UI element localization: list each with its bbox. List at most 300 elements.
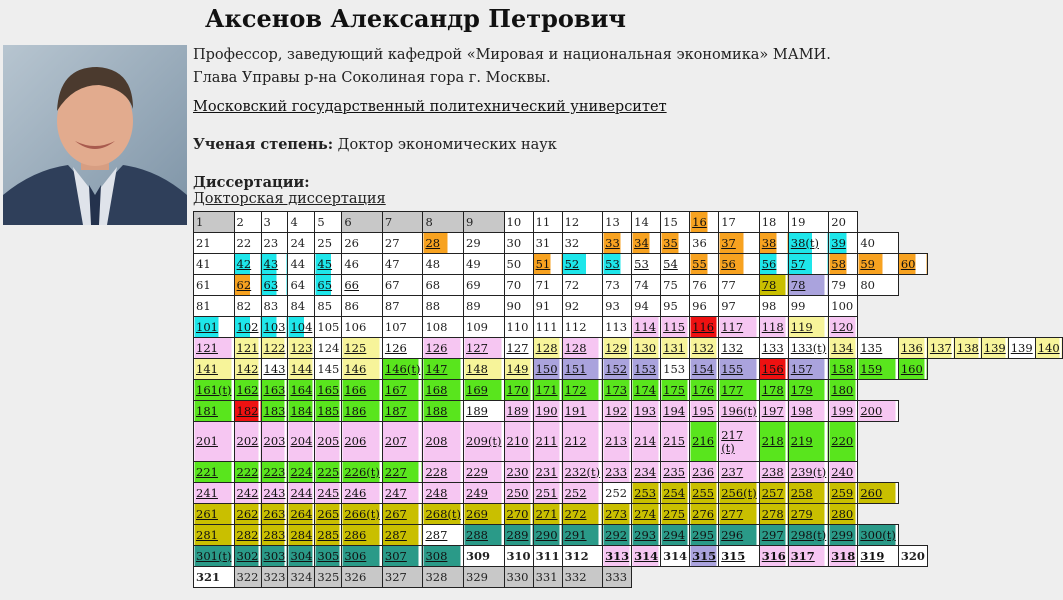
- grid-cell: 110: [504, 317, 533, 338]
- grid-cell[interactable]: 283: [261, 525, 288, 546]
- grid-cell[interactable]: 298(t): [788, 525, 829, 546]
- grid-cell[interactable]: 78: [759, 275, 788, 296]
- grid-cell[interactable]: 163: [261, 380, 288, 401]
- grid-cell[interactable]: 181: [194, 401, 235, 422]
- grid-cell[interactable]: 260: [858, 483, 899, 504]
- grid-cell[interactable]: 39: [829, 233, 858, 254]
- grid-cell[interactable]: 230: [504, 462, 533, 483]
- grid-cell[interactable]: 57: [788, 254, 829, 275]
- grid-cell: 88: [423, 296, 464, 317]
- grid-cell[interactable]: 222: [234, 462, 261, 483]
- grid-cell[interactable]: 249: [464, 483, 505, 504]
- grid-cell[interactable]: 16: [690, 212, 719, 233]
- grid-cell[interactable]: 216: [690, 422, 719, 462]
- grid-cell[interactable]: 102: [234, 317, 261, 338]
- grid-row: [194, 212, 1063, 233]
- grid-cell[interactable]: 252: [562, 483, 603, 504]
- grid-cell[interactable]: 226(t): [342, 462, 383, 483]
- grid-cell: 85: [315, 296, 342, 317]
- grid-cell[interactable]: 193: [632, 401, 661, 422]
- grid-row: [194, 567, 1063, 588]
- grid-cell[interactable]: 141: [194, 359, 235, 380]
- grid-cell[interactable]: 291: [562, 525, 603, 546]
- grid-cell[interactable]: 117: [719, 317, 760, 338]
- grid-cell[interactable]: 211: [533, 422, 562, 462]
- grid-cell[interactable]: 178: [759, 380, 788, 401]
- grid-cell: 324: [288, 567, 315, 588]
- grid-cell[interactable]: 156: [759, 359, 788, 380]
- grid-cell[interactable]: 177: [719, 380, 760, 401]
- grid-cell[interactable]: 232(t): [562, 462, 603, 483]
- grid-cell[interactable]: 167: [382, 380, 423, 401]
- grid-cell: 31: [533, 233, 562, 254]
- grid-cell[interactable]: 269: [464, 504, 505, 525]
- grid-cell[interactable]: 272: [562, 504, 603, 525]
- grid-cell: 25: [315, 233, 342, 254]
- grid-cell[interactable]: 191: [562, 401, 603, 422]
- grid-cell[interactable]: 278: [759, 504, 788, 525]
- position-text: Профессор, заведующий кафедрой «Мировая и национальная экономика» МАМИ.: [193, 47, 831, 63]
- grid-cell[interactable]: 45: [315, 254, 342, 275]
- grid-cell[interactable]: 254: [661, 483, 690, 504]
- grid-cell[interactable]: 162: [234, 380, 261, 401]
- grid-cell[interactable]: 200: [858, 401, 899, 422]
- grid-cell[interactable]: 175: [661, 380, 690, 401]
- grid-cell[interactable]: 58: [829, 254, 858, 275]
- grid-cell[interactable]: 52: [562, 254, 603, 275]
- grid-cell[interactable]: 209(t): [464, 422, 505, 462]
- grid-cell[interactable]: 227: [382, 462, 423, 483]
- grid-cell: 107: [382, 317, 423, 338]
- grid-cell: 76: [690, 275, 719, 296]
- grid-cell[interactable]: 280: [829, 504, 858, 525]
- grid-cell[interactable]: 164: [288, 380, 315, 401]
- grid-cell: 74: [632, 275, 661, 296]
- grid-cell[interactable]: 56: [719, 254, 760, 275]
- grid-cell[interactable]: 196(t): [719, 401, 760, 422]
- grid-cell[interactable]: 152: [603, 359, 632, 380]
- grid-cell[interactable]: 275: [661, 504, 690, 525]
- grid-cell[interactable]: 135: [858, 338, 899, 359]
- grid-cell[interactable]: 78: [788, 275, 829, 296]
- grid-cell[interactable]: 60: [898, 254, 927, 275]
- grid-cell: 2: [234, 212, 261, 233]
- doctoral-dissertation-link[interactable]: Докторская диссертация: [193, 191, 386, 207]
- grid-cell[interactable]: 159: [858, 359, 899, 380]
- grid-cell[interactable]: 276: [690, 504, 719, 525]
- grid-cell[interactable]: 120: [829, 317, 858, 338]
- grid-cell[interactable]: 205: [315, 422, 342, 462]
- grid-cell[interactable]: 121: [194, 338, 235, 359]
- grid-cell[interactable]: 55: [690, 254, 719, 275]
- grid-cell[interactable]: 270: [504, 504, 533, 525]
- grid-cell[interactable]: 218: [759, 422, 788, 462]
- grid-row: [194, 338, 1063, 359]
- grid-cell[interactable]: 206: [342, 422, 383, 462]
- degree-label: Ученая степень:: [193, 136, 334, 153]
- grid-cell[interactable]: 142: [234, 359, 261, 380]
- grid-cell[interactable]: 59: [858, 254, 899, 275]
- grid-cell: 75: [661, 275, 690, 296]
- grid-cell: 69: [464, 275, 505, 296]
- grid-cell[interactable]: 154: [690, 359, 719, 380]
- grid-cell[interactable]: 184: [288, 401, 315, 422]
- grid-cell[interactable]: 263: [261, 504, 288, 525]
- grid-cell[interactable]: 287: [423, 525, 464, 546]
- grid-cell[interactable]: 217 (t): [719, 422, 760, 462]
- grid-cell[interactable]: 126: [423, 338, 464, 359]
- grid-cell[interactable]: 225: [315, 462, 342, 483]
- grid-cell[interactable]: 299: [829, 525, 858, 546]
- grid-cell: 73: [603, 275, 632, 296]
- grid-cell[interactable]: 114: [632, 317, 661, 338]
- grid-cell: 325: [315, 567, 342, 588]
- grid-cell[interactable]: 251: [533, 483, 562, 504]
- grid-cell[interactable]: 33: [603, 233, 632, 254]
- grid-cell[interactable]: 146(t): [382, 359, 423, 380]
- grid-cell[interactable]: 133(t): [788, 338, 829, 359]
- grid-cell[interactable]: 180: [829, 380, 858, 401]
- grid-cell[interactable]: 183: [261, 401, 288, 422]
- grid-cell[interactable]: 42: [234, 254, 261, 275]
- grid-cell[interactable]: 297: [759, 525, 788, 546]
- grid-cell[interactable]: 221: [194, 462, 235, 483]
- grid-cell[interactable]: 288: [464, 525, 505, 546]
- grid-cell[interactable]: 219: [788, 422, 829, 462]
- grid-cell[interactable]: 313: [603, 546, 632, 567]
- grid-cell[interactable]: 143: [261, 359, 288, 380]
- grid-cell[interactable]: 215: [661, 422, 690, 462]
- grid-cell[interactable]: 51: [533, 254, 562, 275]
- grid-cell[interactable]: 238: [759, 462, 788, 483]
- grid-cell[interactable]: 300(t): [858, 525, 899, 546]
- grid-cell[interactable]: 261: [194, 504, 235, 525]
- grid-cell[interactable]: 290: [533, 525, 562, 546]
- grid-cell[interactable]: 34: [632, 233, 661, 254]
- grid-cell[interactable]: 266(t): [342, 504, 383, 525]
- grid-cell[interactable]: 213: [603, 422, 632, 462]
- grid-cell[interactable]: 224: [288, 462, 315, 483]
- grid-cell[interactable]: 255: [690, 483, 719, 504]
- grid-cell[interactable]: 233: [603, 462, 632, 483]
- grid-cell[interactable]: 127: [504, 338, 533, 359]
- grid-cell[interactable]: 116: [690, 317, 719, 338]
- grid-cell[interactable]: 66: [342, 275, 383, 296]
- grid-cell: 109: [464, 317, 505, 338]
- grid-cell[interactable]: 158: [829, 359, 858, 380]
- grid-cell[interactable]: 150: [533, 359, 562, 380]
- grid-cell[interactable]: 294: [661, 525, 690, 546]
- grid-cell[interactable]: 198: [788, 401, 829, 422]
- grid-cell[interactable]: 118: [759, 317, 788, 338]
- grid-cell[interactable]: 173: [603, 380, 632, 401]
- grid-cell[interactable]: 223: [261, 462, 288, 483]
- grid-cell[interactable]: 126: [382, 338, 423, 359]
- grid-cell: 36: [690, 233, 719, 254]
- grid-cell[interactable]: 165: [315, 380, 342, 401]
- grid-cell: 108: [423, 317, 464, 338]
- grid-row: [194, 317, 1063, 338]
- grid-cell[interactable]: 273: [603, 504, 632, 525]
- grid-cell[interactable]: 131: [661, 338, 690, 359]
- grid-cell[interactable]: 242: [234, 483, 261, 504]
- grid-cell[interactable]: 246: [342, 483, 383, 504]
- grid-cell[interactable]: 133: [759, 338, 788, 359]
- grid-cell[interactable]: 169: [464, 380, 505, 401]
- grid-cell[interactable]: 38(t): [788, 233, 829, 254]
- grid-cell[interactable]: 28: [423, 233, 464, 254]
- grid-cell[interactable]: 203: [261, 422, 288, 462]
- grid-cell[interactable]: 121: [234, 338, 261, 359]
- grid-cell[interactable]: 174: [632, 380, 661, 401]
- grid-cell[interactable]: 199: [829, 401, 858, 422]
- grid-cell[interactable]: 250: [504, 483, 533, 504]
- grid-cell[interactable]: 314: [632, 546, 661, 567]
- grid-cell: 20: [829, 212, 858, 233]
- grid-cell[interactable]: 245: [315, 483, 342, 504]
- grid-cell: 7: [382, 212, 423, 233]
- grid-cell[interactable]: 315: [719, 546, 760, 567]
- grid-cell[interactable]: 243: [261, 483, 288, 504]
- grid-cell[interactable]: 308: [423, 546, 464, 567]
- grid-cell[interactable]: 285: [315, 525, 342, 546]
- grid-cell[interactable]: 151: [562, 359, 603, 380]
- grid-cell[interactable]: 289: [504, 525, 533, 546]
- grid-cell[interactable]: 186: [342, 401, 383, 422]
- grid-cell: 326: [342, 567, 383, 588]
- grid-cell: 327: [382, 567, 423, 588]
- grid-cell[interactable]: 192: [603, 401, 632, 422]
- grid-cell[interactable]: 259: [829, 483, 858, 504]
- grid-cell[interactable]: 190: [533, 401, 562, 422]
- grid-cell[interactable]: 256(t): [719, 483, 760, 504]
- grid-row: [194, 525, 1063, 546]
- grid-cell[interactable]: 237: [719, 462, 760, 483]
- grid-cell[interactable]: 303: [261, 546, 288, 567]
- grid-cell[interactable]: 119: [788, 317, 829, 338]
- grid-cell[interactable]: 62: [234, 275, 261, 296]
- grid-cell[interactable]: 284: [288, 525, 315, 546]
- grid-cell[interactable]: 316: [759, 546, 788, 567]
- grid-cell[interactable]: 161(t): [194, 380, 235, 401]
- grid-cell[interactable]: 139: [1008, 338, 1035, 359]
- grid-cell[interactable]: 220: [829, 422, 858, 462]
- grid-cell[interactable]: 53: [632, 254, 661, 275]
- grid-cell[interactable]: 241: [194, 483, 235, 504]
- grid-cell[interactable]: 234: [632, 462, 661, 483]
- grid-cell[interactable]: 197: [759, 401, 788, 422]
- grid-cell[interactable]: 54: [661, 254, 690, 275]
- grid-cell: 9: [464, 212, 505, 233]
- grid-cell[interactable]: 185: [315, 401, 342, 422]
- grid-cell[interactable]: 317: [788, 546, 829, 567]
- grid-cell: 124: [315, 338, 342, 359]
- grid-cell[interactable]: 235: [661, 462, 690, 483]
- grid-cell[interactable]: 172: [562, 380, 603, 401]
- grid-cell[interactable]: 149: [504, 359, 533, 380]
- grid-cell[interactable]: 306: [342, 546, 383, 567]
- grid-cell: 322: [234, 567, 261, 588]
- grid-cell: 17: [719, 212, 760, 233]
- grid-cell[interactable]: 187: [382, 401, 423, 422]
- grid-cell[interactable]: 138: [954, 338, 981, 359]
- grid-cell[interactable]: 207: [382, 422, 423, 462]
- grid-cell[interactable]: 201: [194, 422, 235, 462]
- grid-cell: 71: [533, 275, 562, 296]
- grid-cell[interactable]: 318: [829, 546, 858, 567]
- grid-cell[interactable]: 315: [690, 546, 719, 567]
- grid-cell[interactable]: 301(t): [194, 546, 235, 567]
- grid-cell[interactable]: 240: [829, 462, 858, 483]
- grid-cell[interactable]: 171: [533, 380, 562, 401]
- grid-cell[interactable]: 274: [632, 504, 661, 525]
- grid-cell[interactable]: 157: [788, 359, 829, 380]
- grid-cell[interactable]: 239(t): [788, 462, 829, 483]
- person-name: Аксенов Александр Петрович: [205, 4, 626, 33]
- grid-cell[interactable]: 307: [382, 546, 423, 567]
- grid-cell[interactable]: 132: [690, 338, 719, 359]
- grid-cell[interactable]: 140: [1035, 338, 1062, 359]
- grid-cell[interactable]: 304: [288, 546, 315, 567]
- grid-cell[interactable]: 168: [423, 380, 464, 401]
- grid-cell[interactable]: 210: [504, 422, 533, 462]
- grid-cell[interactable]: 214: [632, 422, 661, 462]
- grid-cell[interactable]: 182: [234, 401, 261, 422]
- grid-cell: 61: [194, 275, 235, 296]
- grid-cell[interactable]: 179: [788, 380, 829, 401]
- grid-cell[interactable]: 136: [898, 338, 927, 359]
- grid-cell[interactable]: 104: [288, 317, 315, 338]
- grid-cell[interactable]: 247: [382, 483, 423, 504]
- grid-cell: 49: [464, 254, 505, 275]
- grid-cell[interactable]: 134: [829, 338, 858, 359]
- grid-cell[interactable]: 137: [927, 338, 954, 359]
- grid-cell[interactable]: 189: [504, 401, 533, 422]
- grid-cell[interactable]: 53: [603, 254, 632, 275]
- grid-cell[interactable]: 139: [981, 338, 1008, 359]
- grid-cell[interactable]: 37: [719, 233, 760, 254]
- grid-cell[interactable]: 115: [661, 317, 690, 338]
- grid-cell[interactable]: 293: [632, 525, 661, 546]
- grid-cell[interactable]: 264: [288, 504, 315, 525]
- grid-cell: 328: [423, 567, 464, 588]
- grid-cell[interactable]: 231: [533, 462, 562, 483]
- grid-cell[interactable]: 244: [288, 483, 315, 504]
- grid-cell[interactable]: 128: [562, 338, 603, 359]
- grid-cell[interactable]: 267: [382, 504, 423, 525]
- grid-cell[interactable]: 43: [261, 254, 288, 275]
- grid-cell[interactable]: 229: [464, 462, 505, 483]
- grid-cell[interactable]: 292: [603, 525, 632, 546]
- university-link[interactable]: Московский государственный политехнический университет: [193, 99, 667, 115]
- grid-cell: 64: [288, 275, 315, 296]
- grid-cell[interactable]: 212: [562, 422, 603, 462]
- grid-cell[interactable]: 132: [719, 338, 760, 359]
- grid-cell[interactable]: 128: [533, 338, 562, 359]
- grid-cell[interactable]: 166: [342, 380, 383, 401]
- grid-cell[interactable]: 195: [690, 401, 719, 422]
- grid-cell[interactable]: 295: [690, 525, 719, 546]
- grid-cell[interactable]: 122: [261, 338, 288, 359]
- grid-cell[interactable]: 103: [261, 317, 288, 338]
- grid-cell: 77: [719, 275, 760, 296]
- grid-cell[interactable]: 228: [423, 462, 464, 483]
- grid-cell: 68: [423, 275, 464, 296]
- grid-cell: 93: [603, 296, 632, 317]
- grid-cell[interactable]: 144: [288, 359, 315, 380]
- grid-cell[interactable]: 287: [382, 525, 423, 546]
- grid-cell[interactable]: 148: [464, 359, 505, 380]
- grid-cell[interactable]: 262: [234, 504, 261, 525]
- grid-cell: 11: [533, 212, 562, 233]
- grid-cell[interactable]: 257: [759, 483, 788, 504]
- academic-degree: [193, 136, 557, 153]
- grid-cell: 47: [382, 254, 423, 275]
- grid-cell[interactable]: 38: [759, 233, 788, 254]
- grid-cell[interactable]: 188: [423, 401, 464, 422]
- grid-cell: 10: [504, 212, 533, 233]
- grid-cell: 95: [661, 296, 690, 317]
- grid-cell[interactable]: 129: [603, 338, 632, 359]
- grid-cell[interactable]: 296: [719, 525, 760, 546]
- grid-cell[interactable]: 271: [533, 504, 562, 525]
- grid-cell[interactable]: 279: [788, 504, 829, 525]
- grid-cell[interactable]: 123: [288, 338, 315, 359]
- grid-cell[interactable]: 305: [315, 546, 342, 567]
- grid-cell[interactable]: 101: [194, 317, 235, 338]
- grid-cell[interactable]: 208: [423, 422, 464, 462]
- grid-cell[interactable]: 125: [342, 338, 383, 359]
- grid-cell[interactable]: 146: [342, 359, 383, 380]
- grid-cell[interactable]: 194: [661, 401, 690, 422]
- grid-cell[interactable]: 302: [234, 546, 261, 567]
- grid-cell[interactable]: 189: [464, 401, 505, 422]
- grid-cell[interactable]: 127: [464, 338, 505, 359]
- grid-cell[interactable]: 63: [261, 275, 288, 296]
- grid-cell: 70: [504, 275, 533, 296]
- grid-cell[interactable]: 236: [690, 462, 719, 483]
- grid-cell[interactable]: 258: [788, 483, 829, 504]
- grid-cell[interactable]: 147: [423, 359, 464, 380]
- grid-cell[interactable]: 286: [342, 525, 383, 546]
- grid-cell[interactable]: 130: [632, 338, 661, 359]
- grid-cell[interactable]: 265: [315, 504, 342, 525]
- grid-cell[interactable]: 65: [315, 275, 342, 296]
- grid-cell[interactable]: 319: [858, 546, 899, 567]
- grid-cell[interactable]: 248: [423, 483, 464, 504]
- grid-cell[interactable]: 282: [234, 525, 261, 546]
- grid-cell: 332: [562, 567, 603, 588]
- grid-cell[interactable]: 253: [632, 483, 661, 504]
- grid-cell[interactable]: 56: [759, 254, 788, 275]
- grid-cell[interactable]: 202: [234, 422, 261, 462]
- grid-cell[interactable]: 155: [719, 359, 760, 380]
- grid-cell[interactable]: 160: [898, 359, 927, 380]
- grid-cell[interactable]: 204: [288, 422, 315, 462]
- grid-cell[interactable]: 170: [504, 380, 533, 401]
- grid-cell: 320: [898, 546, 927, 567]
- grid-cell[interactable]: 176: [690, 380, 719, 401]
- grid-cell[interactable]: 35: [661, 233, 690, 254]
- grid-cell[interactable]: 153: [632, 359, 661, 380]
- grid-cell[interactable]: 281: [194, 525, 235, 546]
- grid-cell: 83: [261, 296, 288, 317]
- grid-cell[interactable]: 268(t): [423, 504, 464, 525]
- grid-cell[interactable]: 277: [719, 504, 760, 525]
- grid-cell: 100: [829, 296, 858, 317]
- grid-cell: 333: [603, 567, 632, 588]
- grid-cell: 80: [858, 275, 899, 296]
